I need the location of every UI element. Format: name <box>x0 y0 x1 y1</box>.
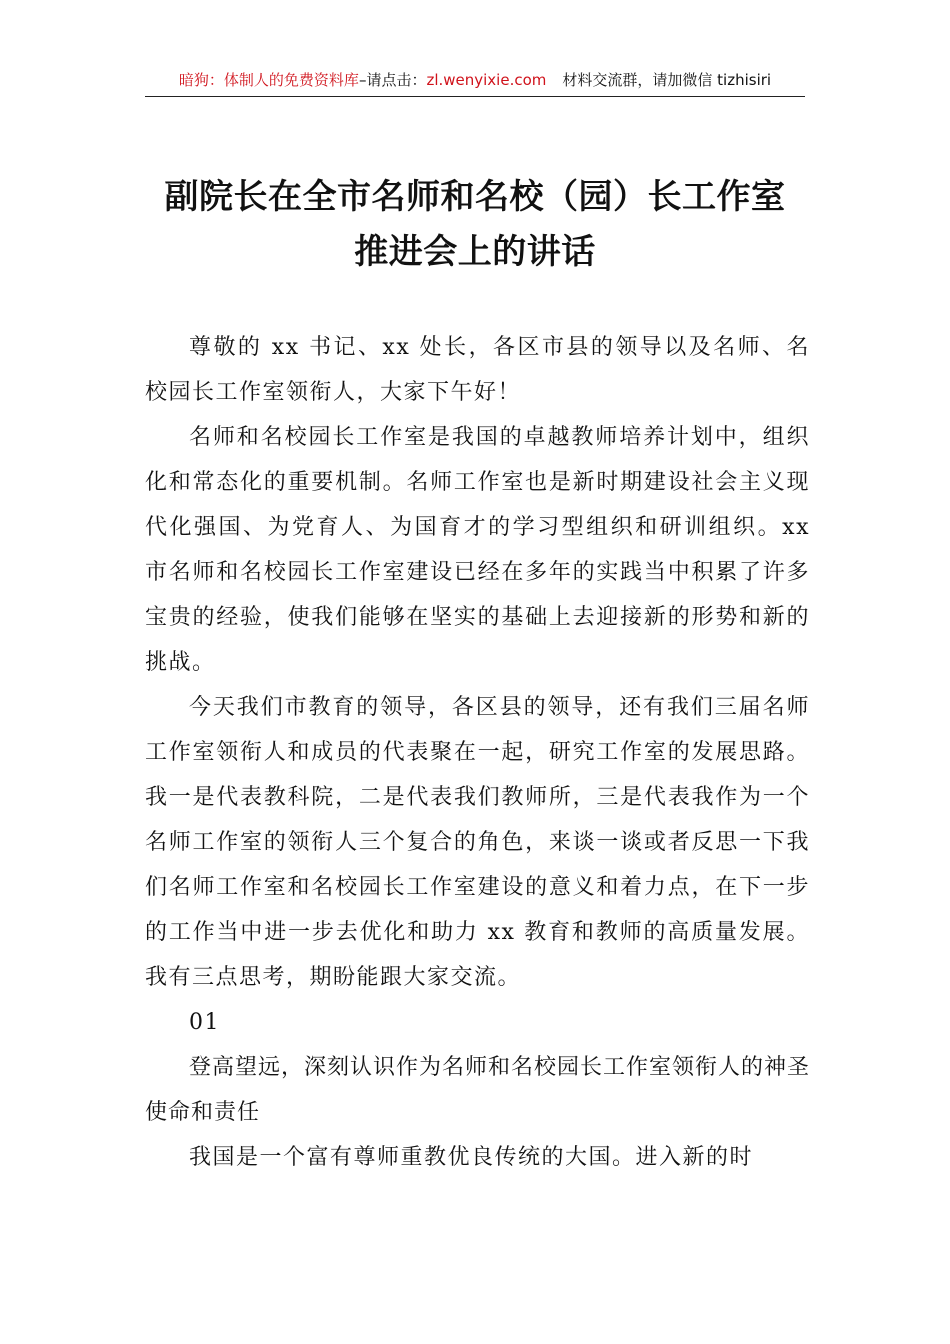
section-heading: 登高望远，深刻认识作为名师和名校园长工作室领衔人的神圣使命和责任 <box>145 1055 811 1125</box>
header-link[interactable]: zl.wenyixie.com <box>426 71 547 89</box>
title-line-1: 副院长在全市名师和名校（园）长工作室 <box>164 177 786 217</box>
header-wechat-note: 材料交流群，请加微信 tizhisiri <box>562 71 772 89</box>
document-title <box>100 170 850 280</box>
paragraph-4: 我国是一个富有尊师重教优良传统的大国。进入新的时 <box>189 1145 754 1170</box>
paragraph-3: 今天我们市教育的领导，各区县的领导，还有我们三届名师工作室领衔人和成员的代表聚在一起，研究工作室的发展思路。我一是代表教科院，二是代表我们教师所，三是代表我作为一个名师工作室的领衔人三个复合的角色，来谈一谈或者反思一下我们名师工作室和名校园长工作室建设的意义和着力点，在下一步的工作当中进一步去优化和助力 xx 教育和教师的高质量发展。我有三点思考，期盼能跟大家交流。 <box>145 695 810 990</box>
page-header <box>145 66 805 97</box>
document-body <box>145 325 810 1180</box>
section-number: 01 <box>189 1010 220 1035</box>
title-line-2: 推进会上的讲话 <box>354 232 596 272</box>
header-prompt: –请点击： <box>358 71 427 89</box>
paragraph-greeting: 尊敬的 xx 书记、xx 处长，各区市县的领导以及名师、名校园长工作室领衔人，大家下午好！ <box>145 335 810 405</box>
header-site-name: 暗狗：体制人的免费资料库 <box>178 71 359 89</box>
paragraph-2: 名师和名校园长工作室是我国的卓越教师培养计划中，组织化和常态化的重要机制。名师工作室也是新时期建设社会主义现代化强国、为党育人、为国育才的学习型组织和研训组织。xx 市名师和名校园长工作室建设已经在多年的实践当中积累了许多宝贵的经验，使我们能够在坚实的基础上去迎接新的形势和新的挑战。 <box>145 425 810 675</box>
